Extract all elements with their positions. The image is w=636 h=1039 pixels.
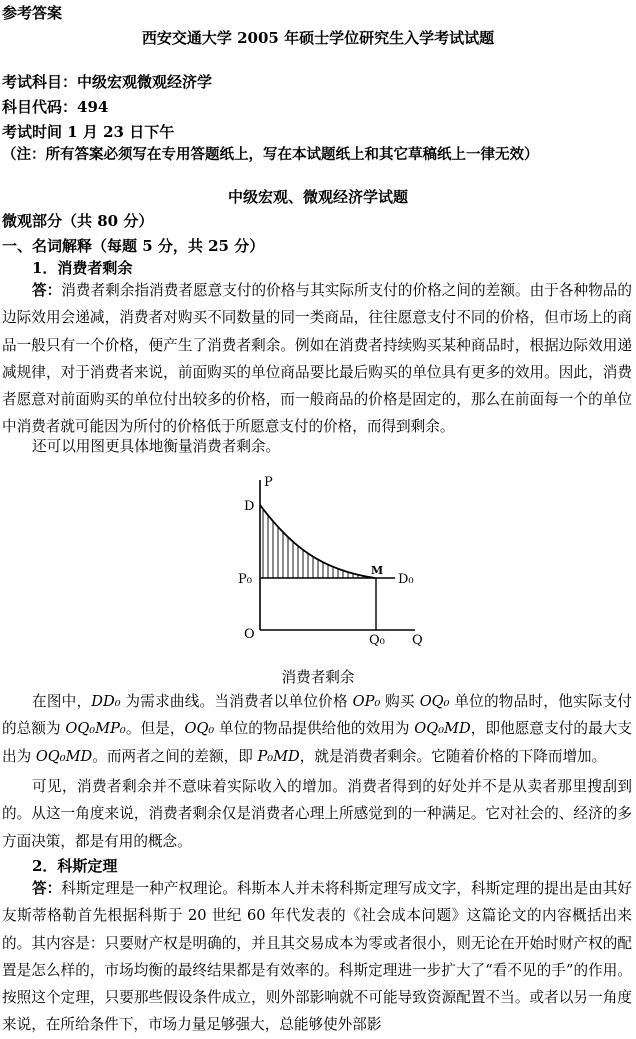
exam-code: 科目代码：494 bbox=[2, 98, 109, 116]
demand-curve bbox=[260, 505, 375, 578]
explain-symbol: DD₀ bbox=[91, 693, 121, 710]
explain-symbol: OQ₀ bbox=[184, 720, 215, 738]
paper-title: 中级宏观、微观经济学试题 bbox=[227, 188, 408, 206]
explain-text: 购买 bbox=[380, 693, 420, 710]
q2-answer-label: 答： bbox=[32, 880, 62, 897]
explain-text: 。但是， bbox=[125, 720, 185, 738]
exam-time: 考试时间 1 月 23 日下午 bbox=[2, 123, 175, 141]
q2-answer-text: 科斯定理是一种产权理论。科斯本人并未将科斯定理写成文字，科斯定理的提出是由其好友斯蒂格勒首先根据科斯于 20 世纪 60 年代发表的《社会成本问题》这篇论文的内容概括出来的。其内容是：只要财产权是明确的，并且其交易成本为零或者很小，则无论在开始时财产权的配置是怎么样的，市场均衡的最终结果都是有效率的。科斯定理进一步扩大了“看不见的手”的作用。按照这个定理，只要那些假设条件成立，则外部影响就不可能导致资源配置不当。或者以另一角度来说，在所给条件下，市场力量足够强大，总能够使外部影 bbox=[2, 880, 632, 1034]
exam-subject: 考试科目：中级宏观微观经济学 bbox=[2, 73, 213, 91]
consumer-surplus-figure bbox=[230, 470, 430, 650]
explain-text: 为需求曲线。当消费者以单位价格 bbox=[120, 693, 353, 710]
figure-intro: 还可以用图更具体地衡量消费者剩余。 bbox=[32, 438, 281, 455]
top-label: 参考答案 bbox=[2, 4, 63, 22]
exam-note: （注：所有答案必须写在专用答题纸上，写在本试题纸上和其它草稿纸上一律无效） bbox=[2, 146, 539, 163]
explain-symbol: OQ₀MP₀ bbox=[65, 720, 126, 738]
explain-symbol: OQ₀MD bbox=[35, 747, 93, 765]
q1-extra: 可见，消费者剩余并不意味着实际收入的增加。消费者得到的好处并不是从卖者那里搜刮到的。从这一角度来说，消费者剩余仅是消费者心理上所感觉到的一种满足。它对社会的、经济的多方面决策，都是有用的概念。 bbox=[2, 778, 632, 850]
surplus-hatching bbox=[263, 490, 368, 580]
q1-answer-text: 消费者剩余指消费者愿意支付的价格与其实际所支付的价格之间的差额。由于各种物品的边际效用会递减，消费者对购买不同数量的同一类商品，往往愿意支付不同的价格，但市场上的商品一般只有一个价格，便产生了消费者剩余。例如在消费者持续购买某种商品时，根据边际效用递减规律，对于消费者来说，前面购买的单位商品要比最后购买的单位具有更多的效用。因此，消费者愿意对前面购买的单位付出较多的价格，而一般商品的价格是固定的，那么在前面每一个的单位中消费者就可能因为所付的价格低于所愿意支付的价格，而得到剩余。 bbox=[2, 282, 632, 436]
label-d: D bbox=[244, 499, 255, 514]
label-m: M bbox=[371, 564, 384, 577]
exam-title: 西安交通大学 2005 年硕士学位研究生入学考试试题 bbox=[141, 29, 495, 47]
section-part: 微观部分（共 80 分） bbox=[2, 212, 154, 230]
label-q: Q bbox=[412, 633, 423, 648]
q1-answer-label: 答： bbox=[32, 282, 62, 299]
explain-text: ，即他愿意支付的最大支出为 bbox=[2, 720, 632, 765]
explain-text: 在图中， bbox=[32, 693, 92, 710]
explain-symbol: P₀MD bbox=[257, 747, 300, 765]
explain-symbol: OP₀ bbox=[352, 693, 381, 710]
q2-heading: 2．科斯定理 bbox=[32, 857, 118, 875]
label-o: O bbox=[244, 627, 255, 642]
explain-text: ，就是消费者剩余。它随着价格的下降而增加。 bbox=[299, 747, 607, 765]
explain-text: 单位的物品时，他实际支付的总额为 bbox=[2, 693, 632, 738]
question-group-heading: 一、名词解释（每题 5 分，共 25 分） bbox=[2, 237, 265, 255]
explain-symbol: OQ₀ bbox=[419, 693, 450, 710]
figure-caption: 消费者剩余 bbox=[281, 669, 355, 686]
label-p0: P₀ bbox=[238, 572, 252, 587]
figure-explanation bbox=[2, 688, 632, 770]
label-q0: Q₀ bbox=[369, 633, 385, 648]
explain-text: 。而两者之间的差额，即 bbox=[92, 747, 258, 765]
explain-text: 单位的物品提供给他的效用为 bbox=[214, 720, 415, 738]
q2-answer bbox=[2, 875, 632, 1039]
q1-answer bbox=[2, 277, 632, 441]
label-p: P bbox=[264, 475, 273, 490]
label-d0: D₀ bbox=[398, 572, 414, 587]
explain-symbol: OQ₀MD bbox=[414, 720, 471, 738]
q1-heading: 1．消费者剩余 bbox=[32, 259, 133, 277]
